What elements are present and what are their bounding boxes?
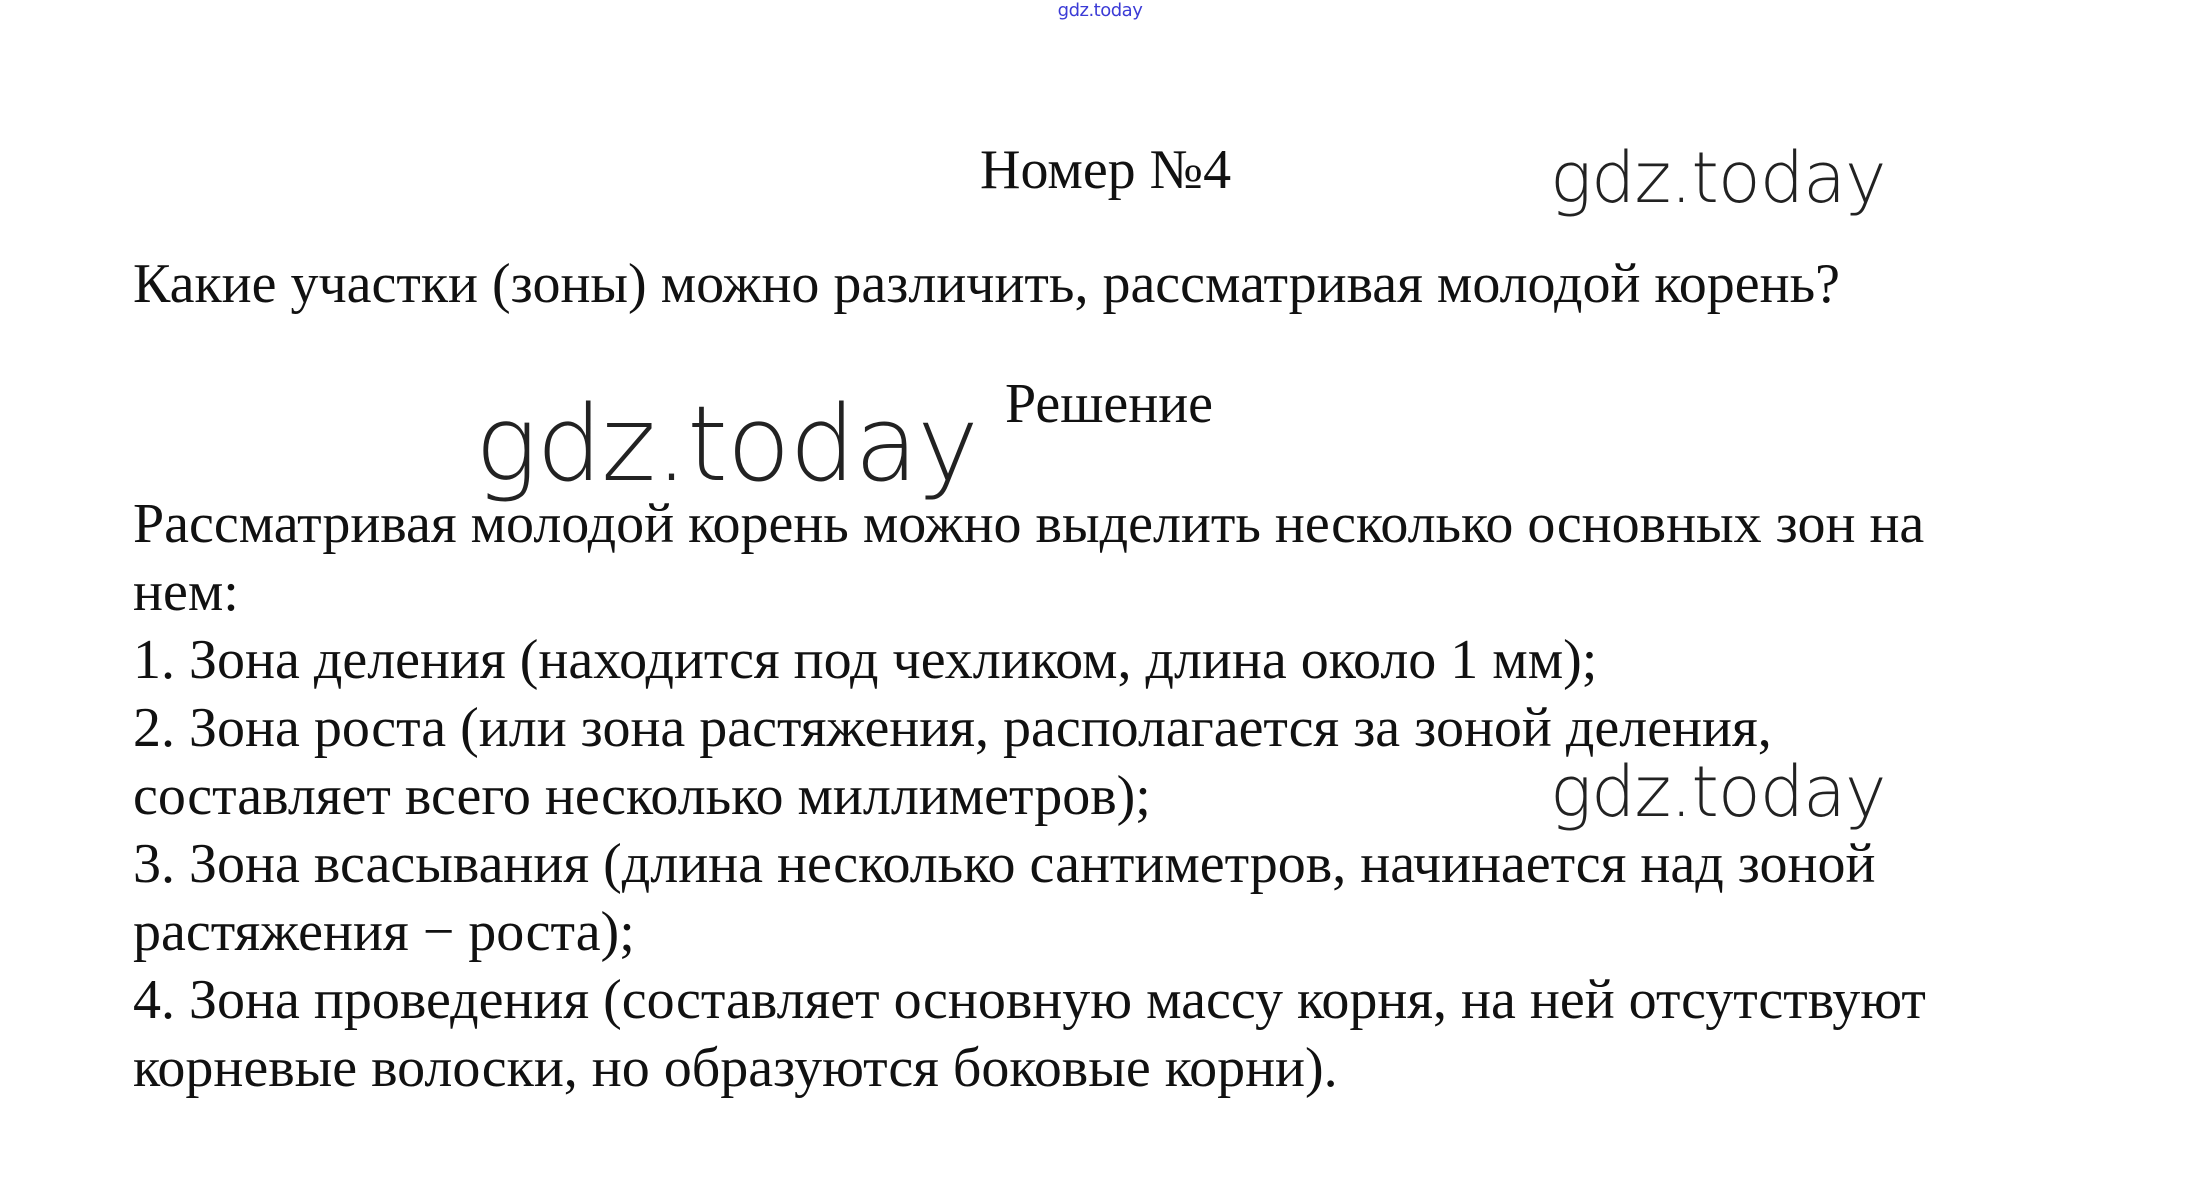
watermark-upper-right: gdz.today [1550,137,1886,219]
answer-line: растяжения − роста); [133,901,635,963]
answer-line: 2. Зона роста (или зона растяжения, располагается за зоной деления, [133,697,1772,759]
answer-line: Рассматривая молодой корень можно выделить несколько основных зон на [133,493,1925,555]
answer-line: 3. Зона всасывания (длина несколько сантиметров, начинается над зоной [133,833,1876,895]
watermark-lower-right: gdz.today [1550,751,1886,833]
question-text: Какие участки (зоны) можно различить, рассматривая молодой корень? [133,253,1840,315]
top-watermark: gdz.today [1057,0,1143,21]
solution-heading: Решение [1005,373,1214,435]
page-title: Номер №4 [980,139,1232,201]
answer-line: 1. Зона деления (находится под чехликом, длина около 1 мм); [133,629,1598,691]
answer-line: 4. Зона проведения (составляет основную массу корня, на ней отсутствуют [133,969,1926,1031]
answer-line: корневые волоски, но образуются боковые корни). [133,1037,1338,1099]
answer-line: нем: [133,561,239,623]
answer-line: составляет всего несколько миллиметров); [133,765,1151,827]
watermark-center-large: gdz.today [475,383,978,505]
